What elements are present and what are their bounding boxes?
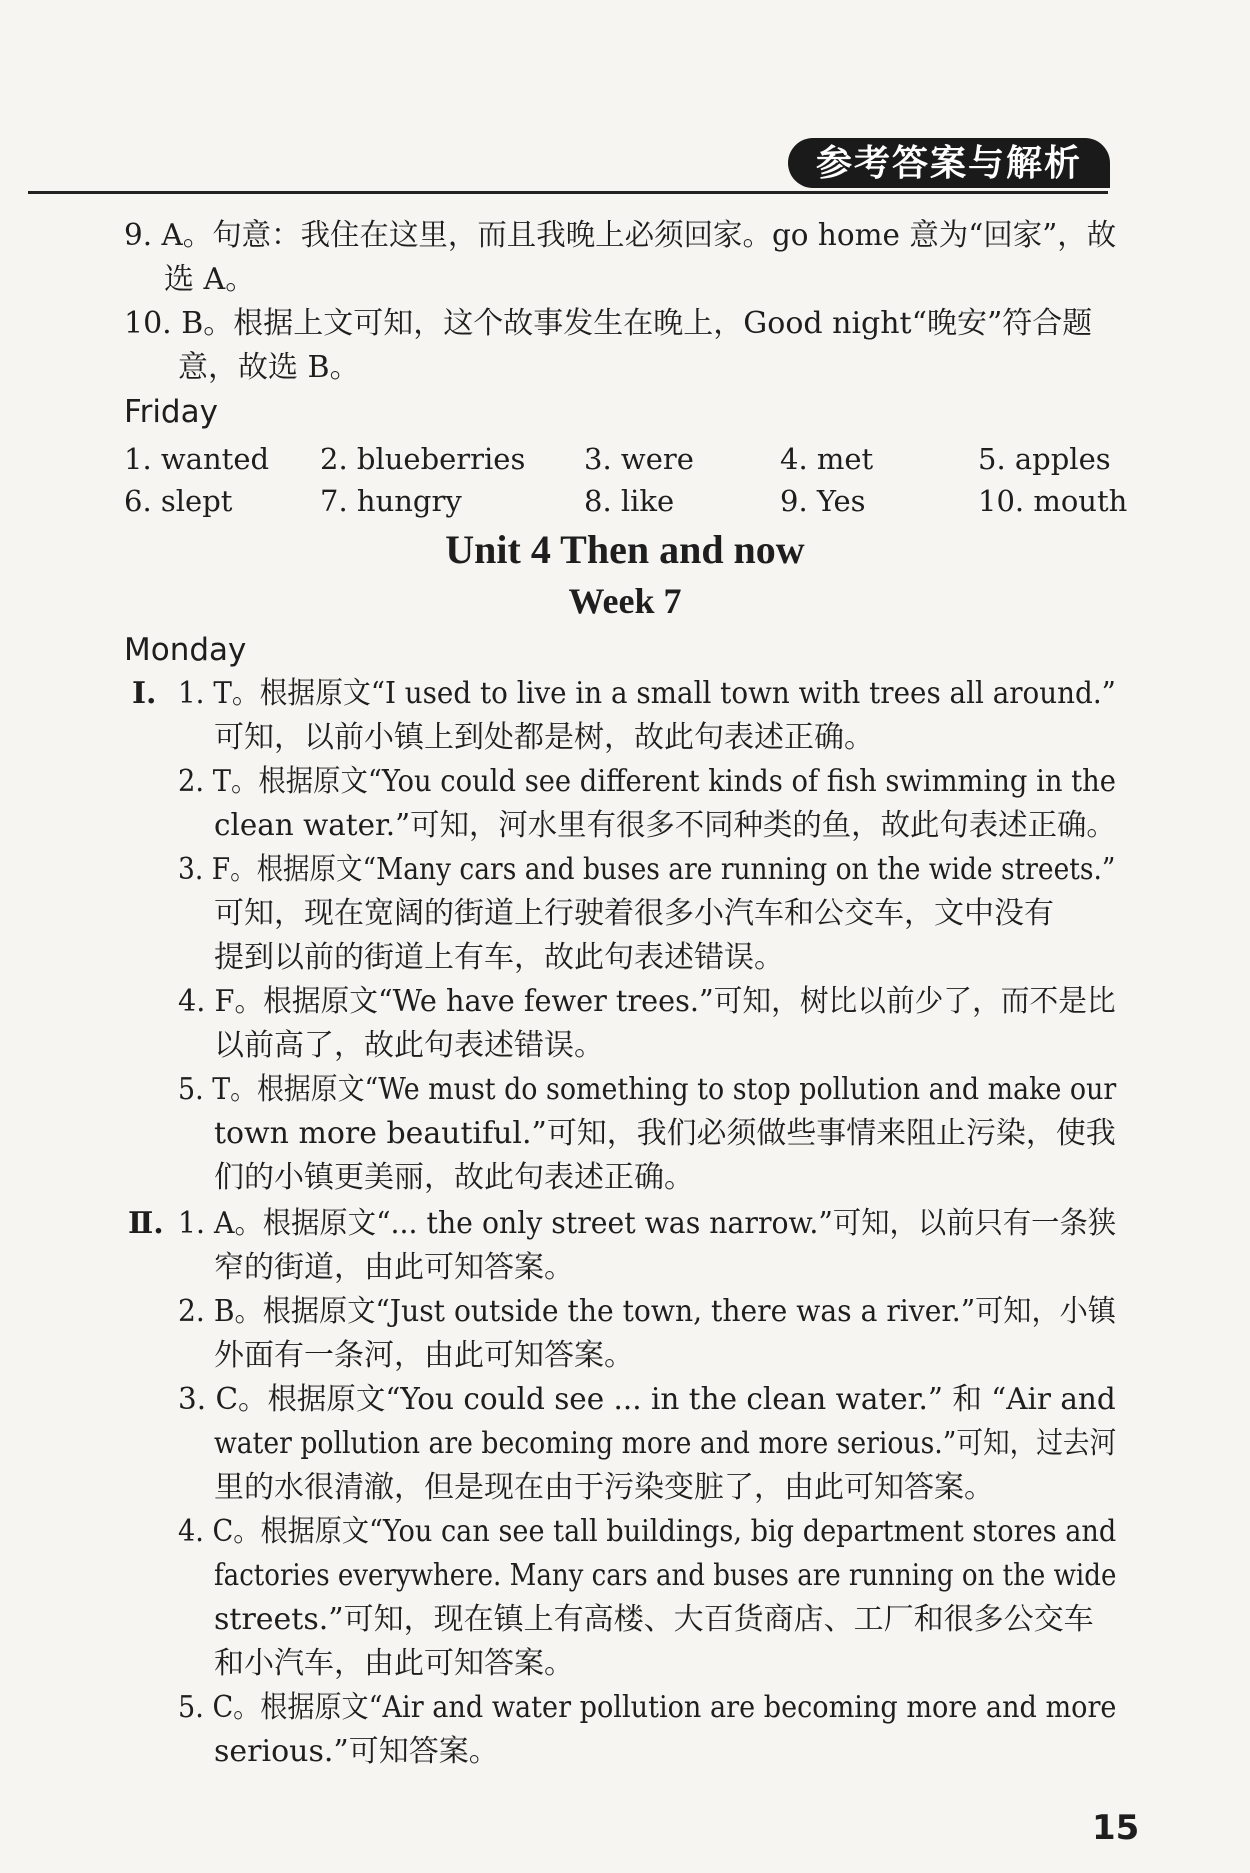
section-2-line: 5. C。根据原文“Air and water pollution are becoming more and more — [178, 1690, 1117, 1725]
friday-answer: 3. were — [584, 442, 694, 476]
section-2-line: 里的水很清澈，但是现在由于污染变脏了，由此可知答案。 — [214, 1470, 994, 1505]
section-2-line: 3. C。根据原文“You could see ... in the clean water.” 和 “Air and — [178, 1382, 1116, 1417]
section-1-line: town more beautiful.”可知，我们必须做些事情来阻止污染，使我 — [214, 1116, 1116, 1151]
friday-answer: 10. mouth — [978, 484, 1128, 518]
section-1-line: 提到以前的街道上有车，故此句表述错误。 — [214, 940, 784, 975]
section-header-label: 参考答案与解析 — [788, 138, 1110, 188]
section-1-line: 3. F。根据原文“Many cars and buses are running on the wide streets.” — [178, 852, 1116, 887]
page-number: 15 — [1092, 1808, 1140, 1848]
section-2-line: streets.”可知，现在镇上有高楼、大百货商店、工厂和很多公交车 — [214, 1602, 1094, 1637]
section-1-line: clean water.”可知，河水里有很多不同种类的鱼，故此句表述正确。 — [214, 808, 1116, 843]
section-1-line: 2. T。根据原文“You could see different kinds of fish swimming in the — [178, 764, 1116, 799]
section-2-line: 2. B。根据原文“Just outside the town, there was a river.”可知，小镇 — [178, 1294, 1116, 1329]
section-2-line: serious.”可知答案。 — [214, 1734, 499, 1769]
unit-title: Unit 4 Then and now — [445, 527, 805, 572]
section-1-line: 可知，现在宽阔的街道上行驶着很多小汽车和公交车，文中没有 — [214, 896, 1054, 931]
section-1-line: 们的小镇更美丽，故此句表述正确。 — [214, 1160, 694, 1195]
friday-answer: 8. like — [584, 484, 675, 518]
friday-answer: 9. Yes — [780, 484, 866, 518]
friday-heading: Friday — [124, 394, 218, 430]
header-rule — [28, 191, 1108, 194]
friday-answer: 6. slept — [124, 484, 233, 518]
friday-answer: 7. hungry — [320, 484, 462, 518]
friday-answer: 4. met — [780, 442, 874, 476]
q10-line1: 10. B。根据上文可知，这个故事发生在晚上，Good night“晚安”符合题 — [124, 306, 1093, 341]
section-1-marker: Ⅰ. — [132, 676, 157, 711]
friday-answer: 1. wanted — [124, 442, 270, 476]
section-2-line: 窄的街道，由此可知答案。 — [214, 1250, 574, 1285]
section-2-line: 4. C。根据原文“You can see tall buildings, big department stores and — [178, 1514, 1117, 1549]
section-2-line: factories everywhere. Many cars and buses are running on the wide — [214, 1558, 1117, 1593]
section-1-line: 可知，以前小镇上到处都是树，故此句表述正确。 — [214, 720, 874, 755]
q9-line1: 9. A。句意：我住在这里，而且我晚上必须回家。go home 意为“回家”，故 — [124, 218, 1117, 253]
q10-line2: 意，故选 B。 — [178, 350, 360, 385]
q9-line2: 选 A。 — [164, 262, 256, 297]
friday-answer: 5. apples — [978, 442, 1111, 476]
section-2-line: water pollution are becoming more and more serious.”可知，过去河 — [214, 1426, 1117, 1461]
week-title: Week 7 — [568, 581, 682, 621]
friday-answer: 2. blueberries — [320, 442, 526, 476]
section-2-marker: Ⅱ. — [128, 1206, 164, 1241]
section-1-line: 1. T。根据原文“I used to live in a small town with trees all around.” — [178, 676, 1116, 711]
section-2-line: 和小汽车，由此可知答案。 — [214, 1646, 574, 1681]
section-2-line: 1. A。根据原文“... the only street was narrow.”可知，以前只有一条狭 — [178, 1206, 1117, 1241]
section-1-line: 4. F。根据原文“We have fewer trees.”可知，树比以前少了，而不是比 — [178, 984, 1116, 1019]
section-1-line: 5. T。根据原文“We must do something to stop pollution and make our — [178, 1072, 1117, 1107]
monday-heading: Monday — [124, 632, 247, 668]
section-1-line: 以前高了，故此句表述错误。 — [214, 1028, 604, 1063]
section-2-line: 外面有一条河，由此可知答案。 — [214, 1338, 634, 1373]
